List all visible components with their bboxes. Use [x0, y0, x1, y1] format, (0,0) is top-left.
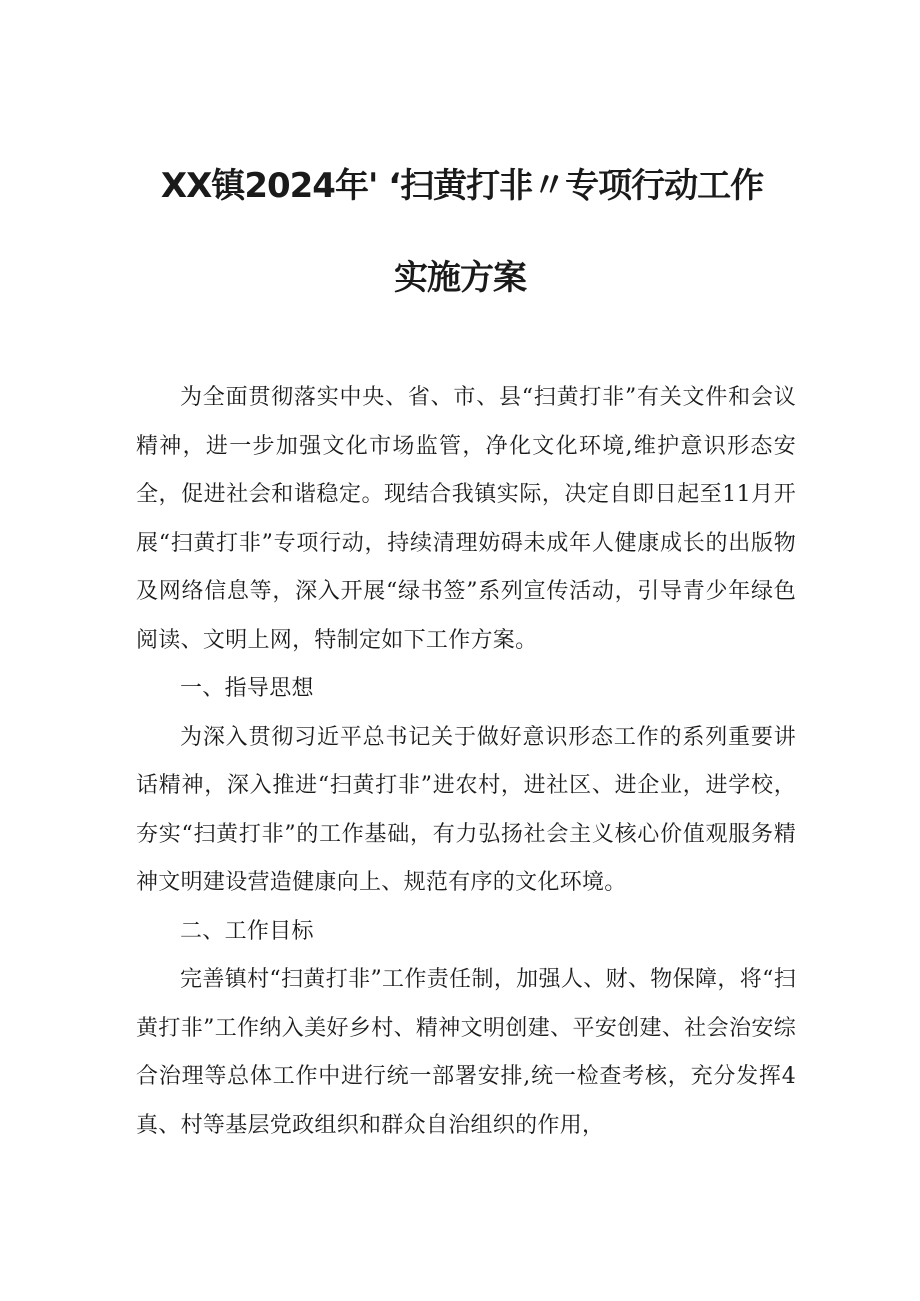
intro-paragraph: 为全面贯彻落实中央、省、市、县“扫黄打非”有关文件和会议精神，进一步加强文化市场监管，净化文化环境,维护意识形态安全，促进社会和谐稳定。现结合我镇实际，决定自即日起至11月开展“扫黄打非”专项行动，持续清理妨碍未成年人健康成长的出版物及网络信息等，深入开展“绿书签”系列宣传活动，引导青少年绿色阅读、文明上网，特制定如下工作方案。: [136, 385, 796, 653]
section-2-heading: 二、工作目标: [180, 918, 314, 944]
section-1-heading: 一、指导思想: [180, 676, 314, 701]
document-title-line-1: XX镇2024年' ‘扫黄打非〃专项行动工作: [160, 166, 764, 206]
section-1-paragraph: 为深入贯彻习近平总书记关于做好意识形态工作的系列重要讲话精神，深入推进“扫黄打非”进农村，进社区、进企业，进学校，夯实“扫黄打非”的工作基础，有力弘扬社会主义核心价值观服务精神文明建设营造健康向上、规范有序的文化环境。: [136, 724, 796, 895]
document-body: [136, 374, 796, 1150]
document-title-line-2: 实施方案: [394, 258, 526, 298]
section-2-paragraph: 完善镇村“扫黄打非”工作责任制，加强人、财、物保障，将“扫黄打非”工作纳入美好乡村、精神文明创建、平安创建、社会治安综合治理等总体工作中进行统一部署安排,统一检查考核，充分发挥4真、村等基层党政组织和群众自治组织的作用，: [136, 967, 796, 1138]
